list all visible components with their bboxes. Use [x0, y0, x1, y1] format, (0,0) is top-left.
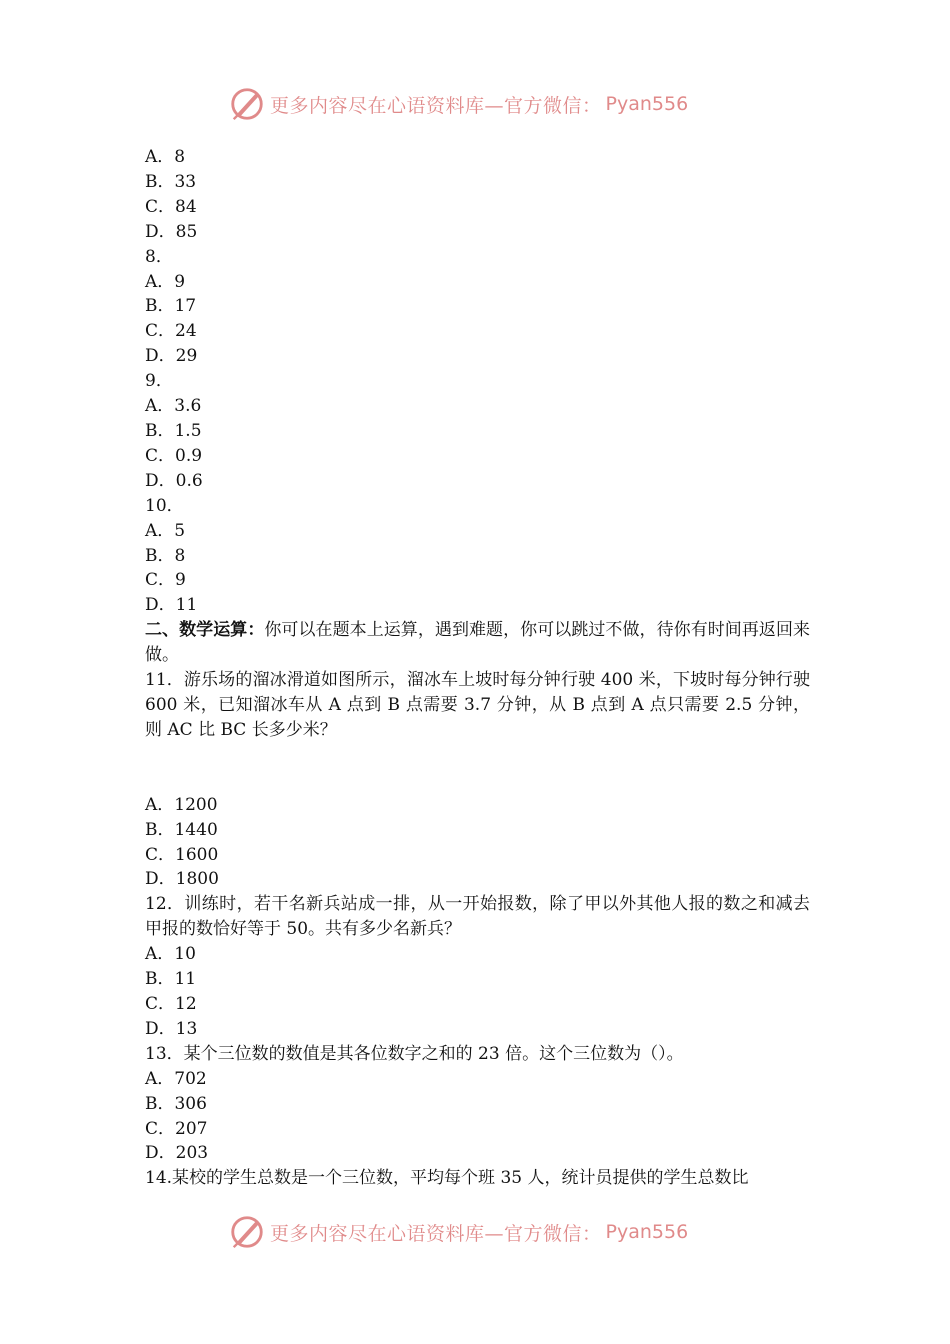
option-line: D．13 — [145, 1018, 198, 1039]
watermark-footer — [228, 1210, 688, 1254]
pen-logo-icon — [228, 85, 266, 123]
option-line: B．11 — [145, 969, 197, 990]
figure-space — [145, 743, 810, 793]
option-line: C．24 — [145, 321, 197, 342]
section-title: 二、数学运算： — [145, 620, 265, 641]
question-13-text: 13．某个三位数的数值是其各位数字之和的 23 倍。这个三位数为（）。 — [145, 1043, 684, 1064]
section-instructions: 你可以在题本上运算，遇到难题，你可以跳过不做，待你有时间再返回来做。 — [145, 620, 811, 666]
question-number: 8． — [145, 246, 173, 267]
watermark-text: 更多内容尽在心语资料库—官方微信： — [270, 1222, 602, 1245]
option-line: A．5 — [145, 520, 186, 541]
watermark-text: 更多内容尽在心语资料库—官方微信： — [270, 94, 602, 117]
section-heading-paragraph — [145, 618, 810, 668]
watermark-wechat-id: Pyan556 — [605, 1221, 689, 1243]
option-line: B．33 — [145, 171, 197, 192]
option-line: D．29 — [145, 346, 198, 367]
option-line: C．207 — [145, 1118, 208, 1139]
option-line: A．1200 — [145, 794, 218, 815]
question-12-text: 12．训练时，若干名新兵站成一排，从一开始报数，除了甲以外其他人报的数之和减去甲报的数恰好等于 50。共有多少名新兵？ — [145, 894, 810, 940]
option-line: D．0.6 — [145, 470, 203, 491]
pen-logo-icon — [228, 1213, 266, 1251]
option-line: C．84 — [145, 196, 197, 217]
watermark-wechat-id: Pyan556 — [605, 93, 689, 115]
option-line: A．3.6 — [145, 396, 202, 417]
option-line: C．0.9 — [145, 445, 203, 466]
option-line: A．702 — [145, 1068, 207, 1089]
option-line: D．85 — [145, 221, 198, 242]
option-line: A．9 — [145, 271, 186, 292]
option-line: D．203 — [145, 1143, 209, 1164]
question-14-text: 14.某校的学生总数是一个三位数，平均每个班 35 人，统计员提供的学生总数比 — [145, 1168, 749, 1189]
option-line: B．8 — [145, 545, 186, 566]
option-line: B．1.5 — [145, 420, 202, 441]
question-11-text: 11．游乐场的溜冰滑道如图所示，溜冰车上坡时每分钟行驶 400 米，下坡时每分钟行驶 600 米，已知溜冰车从 A 点到 B 点需要 3.7 分钟，从 B 点到 A 点只需要 2.5 分钟，则 AC 比 BC 长多少米？ — [145, 670, 810, 740]
option-line: B．17 — [145, 296, 197, 317]
option-line: A．10 — [145, 944, 196, 965]
option-line: A．8 — [145, 147, 186, 167]
question-number: 10． — [145, 495, 184, 516]
option-line: C．1600 — [145, 844, 219, 865]
option-line: C．12 — [145, 994, 197, 1014]
question-number: 9． — [145, 371, 173, 392]
option-line: D．1800 — [145, 869, 219, 890]
option-line: D．11 — [145, 595, 198, 616]
option-line: C．9 — [145, 570, 186, 591]
option-line: B．306 — [145, 1093, 207, 1114]
option-line: B．1440 — [145, 819, 218, 840]
watermark-header — [228, 82, 688, 126]
document-body — [145, 145, 810, 1191]
